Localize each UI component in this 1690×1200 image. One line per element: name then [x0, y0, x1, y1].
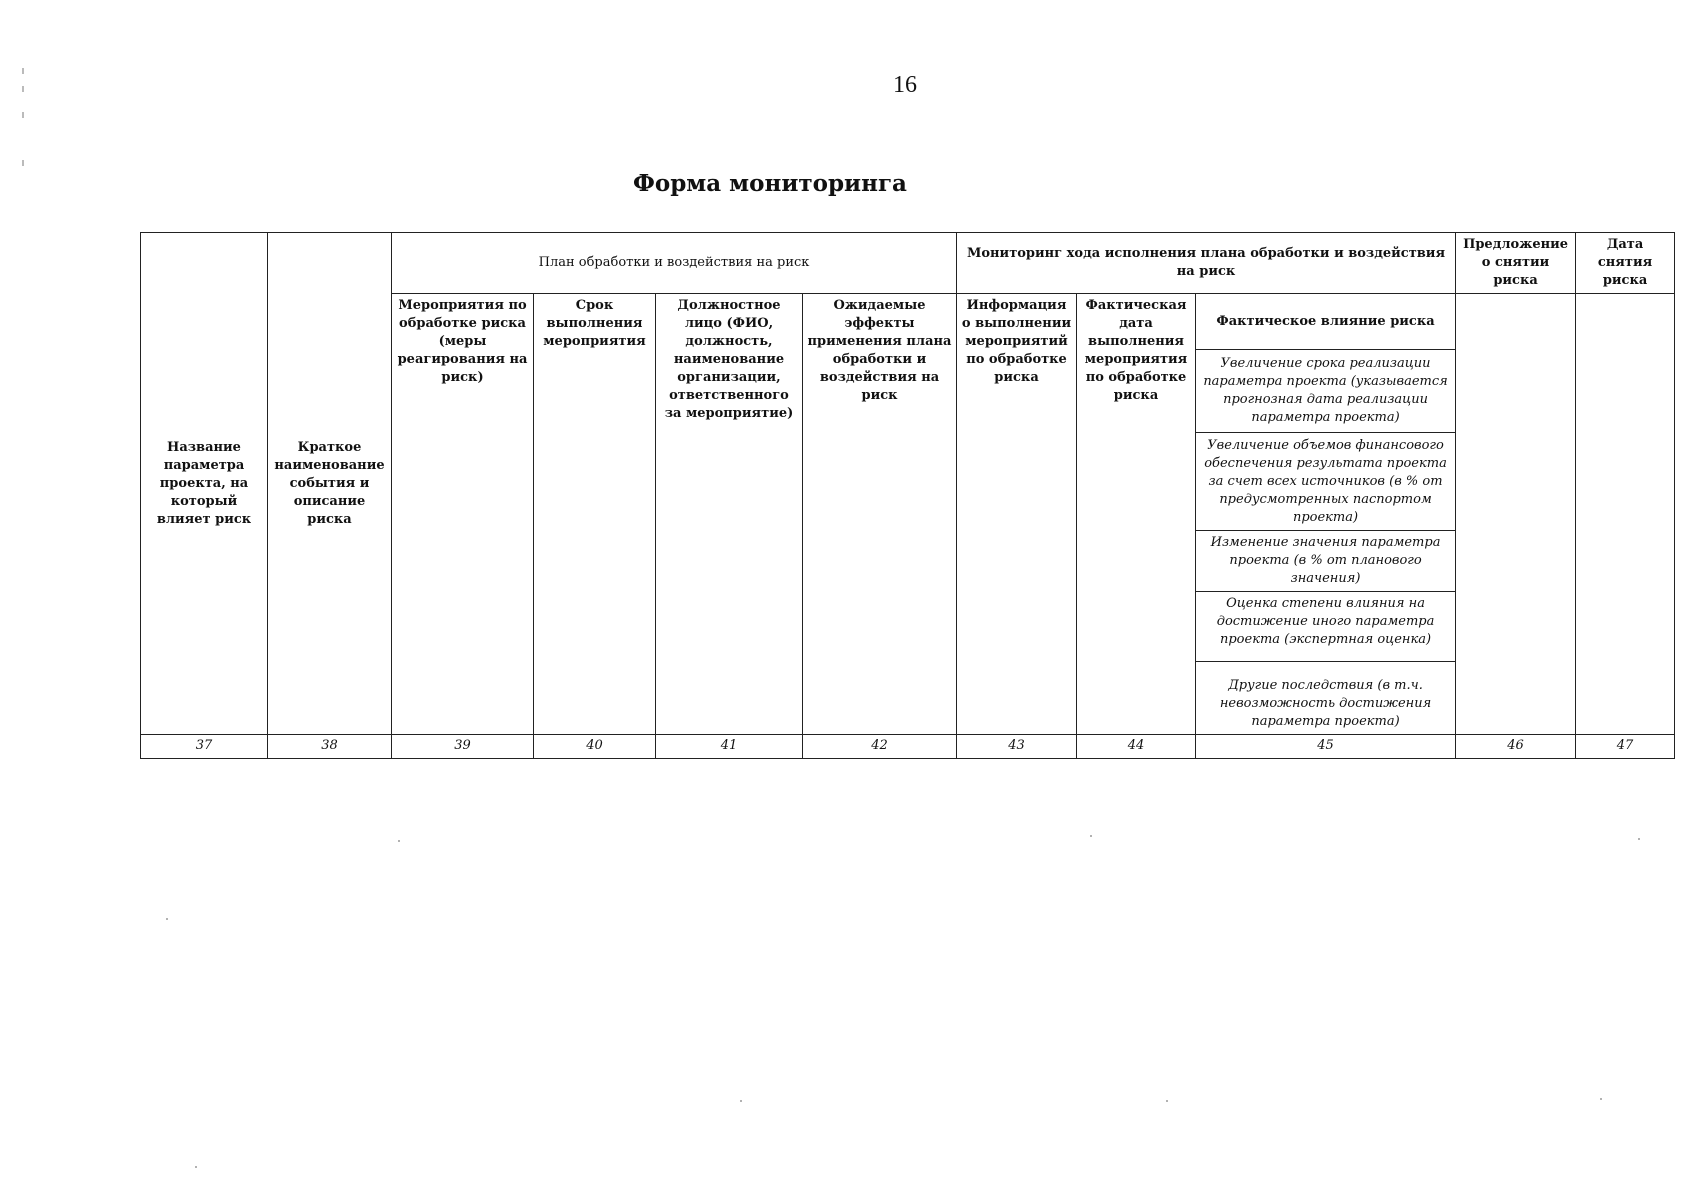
scan-speck	[1166, 1100, 1168, 1102]
scan-mark	[22, 160, 24, 166]
header-project-parameter: Название параметра проекта, на который влияет риск	[141, 233, 268, 735]
impact-item: Увеличение срока реализации параметра проекта (указывается прогнозная дата реализации параметра проекта)	[1196, 350, 1456, 433]
scan-mark	[22, 68, 24, 74]
cell-removal-date	[1576, 294, 1675, 735]
header-group-monitoring: Мониторинг хода исполнения плана обработки и воздействия на риск	[957, 233, 1456, 294]
scan-speck	[398, 840, 400, 842]
scan-speck	[1090, 835, 1092, 837]
column-number: 44	[1077, 735, 1196, 759]
column-number: 41	[656, 735, 803, 759]
form-title: Форма мониторинга	[633, 170, 907, 197]
impact-item: Оценка степени влияния на достижение иного параметра проекта (экспертная оценка)	[1196, 592, 1456, 662]
impact-item: Другие последствия (в т.ч. невозможность достижения параметра проекта)	[1196, 662, 1456, 735]
column-number: 46	[1456, 735, 1576, 759]
header-measure-info: Информация о выполнении мероприятий по обработке риска	[957, 294, 1077, 735]
column-number: 40	[534, 735, 656, 759]
scan-speck	[166, 918, 168, 920]
header-risk-description: Краткое наименование события и описание риска	[268, 233, 392, 735]
scan-speck	[195, 1166, 197, 1168]
header-expected-effects: Ожидаемые эффекты применения плана обработки и воздействия на риск	[803, 294, 957, 735]
header-measure-deadline: Срок выполнения мероприятия	[534, 294, 656, 735]
header-actual-date: Фактическая дата выполнения мероприятия по обработке риска	[1077, 294, 1196, 735]
cell-removal-proposal	[1456, 294, 1576, 735]
column-number: 39	[392, 735, 534, 759]
column-number: 37	[141, 735, 268, 759]
scan-speck	[1638, 838, 1640, 840]
scan-mark	[22, 112, 24, 118]
header-removal-proposal: Предложение о снятии риска	[1456, 233, 1576, 294]
column-number: 45	[1196, 735, 1456, 759]
scan-mark	[22, 86, 24, 92]
impact-item: Увеличение объемов финансового обеспечения результата проекта за счет всех источников (в % от предусмотренных паспортом проекта)	[1196, 433, 1456, 531]
header-treatment-measures: Мероприятия по обработке риска (меры реагирования на риск)	[392, 294, 534, 735]
page-number: 16	[893, 72, 917, 98]
column-number: 47	[1576, 735, 1675, 759]
column-number: 38	[268, 735, 392, 759]
impact-item: Изменение значения параметра проекта (в % от планового значения)	[1196, 531, 1456, 592]
header-actual-impact: Фактическое влияние риска	[1196, 294, 1456, 350]
header-removal-date: Дата снятия риска	[1576, 233, 1675, 294]
column-number: 43	[957, 735, 1077, 759]
column-number: 42	[803, 735, 957, 759]
scan-speck	[1600, 1098, 1602, 1100]
header-responsible-person: Должностное лицо (ФИО, должность, наименование организации, ответственного за мероприятие)	[656, 294, 803, 735]
header-group-plan: План обработки и воздействия на риск	[392, 233, 957, 294]
monitoring-form-table	[140, 232, 1675, 759]
scan-speck	[740, 1100, 742, 1102]
